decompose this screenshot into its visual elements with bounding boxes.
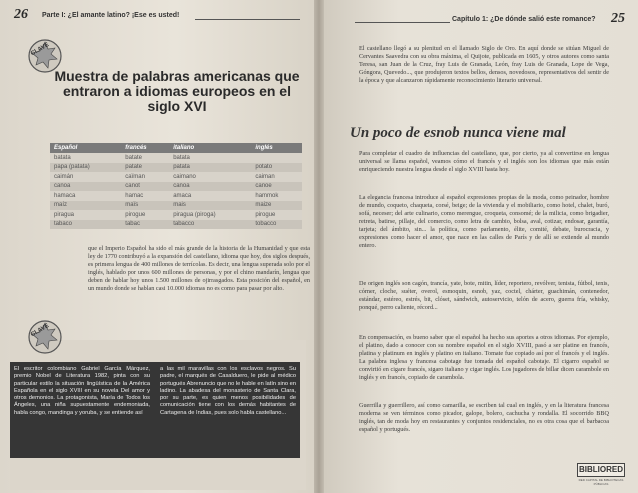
table-row — [50, 210, 302, 220]
table-cell: caimán — [50, 172, 121, 182]
story-column-1: El escritor colombiano Gabriel García Márquez, premio Nobel de Literatura 1982, pinta con su particular estilo la situación lingüística de la América Española en el siglo XVIII en su novela Del amor y otros demonios. La protagonista, María de Todos los Ángeles, una niña supuestamente endemoniada, habla congo, mandinga y yoruba, y se entiende así — [14, 366, 150, 416]
table-row — [50, 201, 302, 211]
table-cell: batata — [50, 153, 121, 163]
clave-label: CLAVE — [29, 323, 51, 339]
left-running-head: Parte I: ¿El amante latino? ¡Ese es usted! — [42, 12, 180, 19]
loanword-table — [50, 143, 302, 229]
table-cell — [251, 153, 302, 163]
paragraph: Para completar el cuadro de influencias del castellano, que, por cierto, ya al convertirse en lengua universal se llama español, veamos cómo el francés y el inglés son los idiomas que más están enriqueciendo nuestra lengua desde el siglo XVIII hasta hoy. — [359, 150, 609, 173]
table-cell: hamac — [121, 191, 169, 201]
box-title: Muestra de palabras americanas que entraron a idiomas europeos en el siglo XVI — [54, 68, 300, 114]
table-cell: amaca — [169, 191, 251, 201]
logo-text: BIBLIORED — [577, 463, 625, 477]
story-column-2: a las mil maravillas con los esclavos negros. Su padre, el marqués de Casalduero, le pide al médico portugués Abrenuncio que no le hable en latín sino en ladino. La abadesa del monasterio de Santa Clara, por su parte, es quien menos posibilidades de comunicación tiene con los demás habitantes de Cartagena de Indias, pues solo habla castellano... — [160, 366, 296, 416]
table-cell: caimano — [169, 172, 251, 182]
table-cell: maize — [251, 201, 302, 211]
table-row — [50, 220, 302, 230]
table-cell: pirogue — [121, 210, 169, 220]
table-cell: canoe — [251, 182, 302, 192]
table-cell: batate — [121, 153, 169, 163]
table-row — [50, 172, 302, 182]
table-cell: mais — [169, 201, 251, 211]
table-cell: piragua (piroga) — [169, 210, 251, 220]
paragraph: En compensación, es bueno saber que el español ha hecho sus aportes a otros idiomas. Por ejemplo, el platino, dado a conocer con su nombre español en el siglo XVIII, pasó a ser platine en francés, platina y platinum en inglés y platino en italiano. Tomate fue copiado así por el francés y el inglés. La palabra inglesa y francesa cabotage fue tomada del español cabotaje. El cigarro español se convirtió en cigare francés, sigaro italiano y cigar inglés. Los jugadores de billar dicen carambole en inglés y en francés, copiado de carambola. — [359, 334, 609, 381]
table-cell: tabac — [121, 220, 169, 230]
clave-label: CLAVE — [29, 42, 51, 58]
table-header-row — [50, 143, 302, 153]
paragraph: La elegancia francesa introduce al español expresiones propias de la moda, como peinador, hombre de mundo, coqueto, chaqueta, corsé, beige; de la vivienda y el mobiliario, como hotel, chalet, buró, sofá, neceser; del arte culinario, como merengue, croqueta, consomé; de la milicia, como brigadier, retreta, batirse, pillaje, del comercio, como letra de cambio, bolsa, aval, cotizar, endosar, garantía, tarjeta; del ámbito, sin... la política, como parlamento, élite, comité, debate, burocracia, y expresiones como hacer el amor, que nace en las calles de París y de allí se extiende al mundo entero. — [359, 194, 609, 249]
clave-key-icon — [26, 318, 64, 356]
intro-paragraph: El castellano llegó a su plenitud en el llamado Siglo de Oro. En aquí donde se sitúan Miguel de Cervantes Saavedra con su obra máxima, el Quijote, publicada en 1605, y otros autores como santa Teresa, san Juan de la Cruz, fray Luis de Granada, León, fray Luis de Granada, Lope de Vega, Góngora, Quevedo..., que produjeron textos bellos, densos, novedosos, representativos del sentir de la época y que alcanzaron rápidamente reconocimiento literario universal. — [359, 45, 609, 84]
table-cell: canoa — [50, 182, 121, 192]
table-cell: papa (patata) — [50, 163, 121, 173]
table-cell: canot — [121, 182, 169, 192]
left-body-text: que el Imperio Español ha sido el más grande de la historia de la Humanidad y que esta ley de 1770 contribuyó a la expansión del castellano, idioma que hoy, dos siglos después, es primera lengua de 400 millones de terrícolas. Es decir, una lengua superada solo por el inglés, hablado por unos 600 millones de personas, y por el chino mandarín, lengua que deben de hablar hoy unos 1.500 millones de ojirrasgados. Esta posición del español, en un mundo donde se hablan casi 10.000 idiomas no es como para pasar por alto. — [88, 245, 310, 292]
table-cell: tabaco — [50, 220, 121, 230]
table-cell: caiman — [251, 172, 302, 182]
col-header-frances: francés — [121, 143, 169, 153]
paragraph: De origen inglés son cagón, trancía, yate, bote, mitin, líder, reportero, revólver, tenista, fútbol, tenis, córner, cloche, suéter, overol, esmoquin, esnob, yaz, coctel, chárter, guachimán, contenedor, estándar, estéreo, estrés, bit, clóset, sándwich, autoservicio, telón de acero, guerra fría, whisky, ponqué, perro caliente, récord... — [359, 280, 609, 311]
paragraph: Guerrilla y guerrillero, así como camarilla, se escriben tal cual en inglés, y en la literatura francesa moderna se ven términos como picador, galope, bolero, cachucha y rondalla. El socorrido BBQ inglés, tan de moda hoy en restaurantes y conjuntos residenciales, no es otra cosa que el barbacoa español y portugués. — [359, 402, 609, 433]
table-row — [50, 191, 302, 201]
right-page-number: 25 — [611, 11, 625, 26]
table-cell: patate — [121, 163, 169, 173]
right-header-rule — [355, 22, 450, 23]
left-page-number: 26 — [14, 7, 28, 22]
table-cell: patata — [169, 163, 251, 173]
col-header-italiano: italiano — [169, 143, 251, 153]
book-gutter — [314, 0, 324, 493]
section-title: Un poco de esnob nunca viene mal — [350, 125, 566, 141]
col-header-ingles: inglés — [251, 143, 302, 153]
biblored-logo — [577, 463, 625, 485]
table-cell: potato — [251, 163, 302, 173]
table-cell: tabacco — [169, 220, 251, 230]
table-cell: caïman — [121, 172, 169, 182]
table-cell: hammok — [251, 191, 302, 201]
table-row — [50, 182, 302, 192]
table-cell: maïs — [121, 201, 169, 211]
table-cell: piragua — [50, 210, 121, 220]
table-cell: pirogue — [251, 210, 302, 220]
table-cell: canoa — [169, 182, 251, 192]
table-cell: batata — [169, 153, 251, 163]
word-sample-box — [40, 45, 302, 230]
table-cell: maíz — [50, 201, 121, 211]
logo-subtitle: RED CAPITAL DE BIBLIOTECAS PÚBLICAS — [578, 478, 624, 486]
right-running-head: Capítulo 1: ¿De dónde salió este romance? — [452, 16, 596, 23]
left-header-rule — [195, 19, 300, 20]
table-row — [50, 163, 302, 173]
table-cell: tobacco — [251, 220, 302, 230]
table-row — [50, 153, 302, 163]
table-cell: hamaca — [50, 191, 121, 201]
col-header-espanol: Español — [50, 143, 121, 153]
